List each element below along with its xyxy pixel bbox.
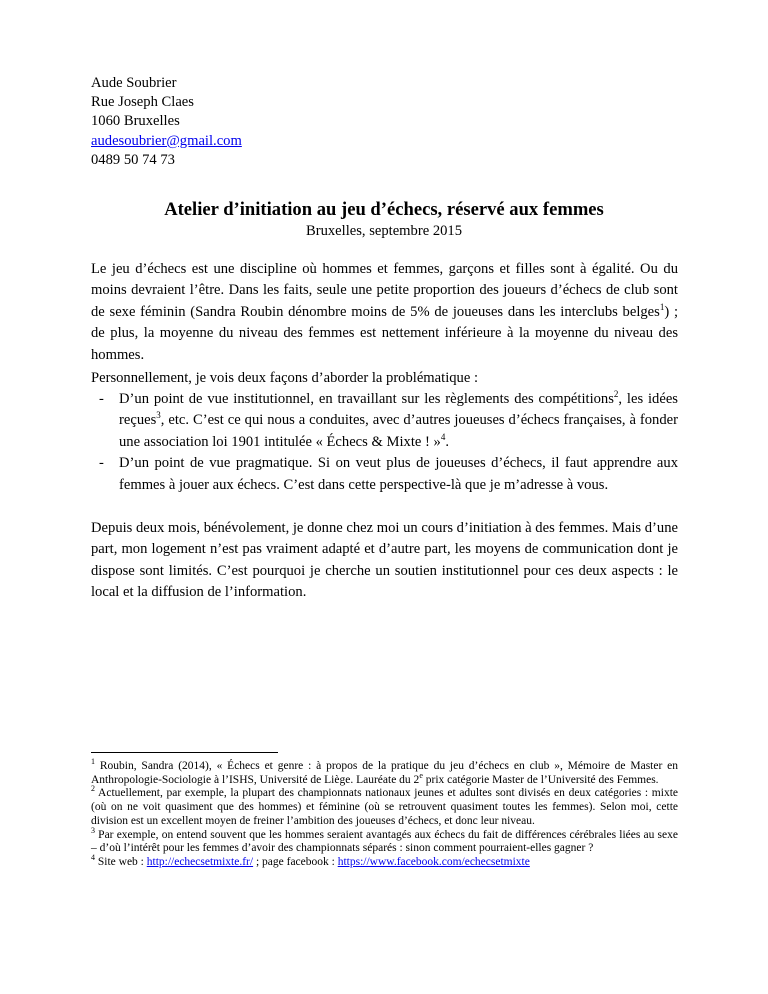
footnote-1 xyxy=(91,757,678,787)
paragraph-approaches-intro: Personnellement, je vois deux façons d’aborder la problématique : xyxy=(91,370,479,386)
footnote-ref-4: 4 xyxy=(440,431,446,442)
list-item-2-text: D’un point de vue pragmatique. Si on veut plus de joueuses d’échecs, il faut apprendre aux femmes à jouer aux échecs. C’est dans cette perspective-là que je m’adresse à vous. xyxy=(119,455,678,493)
footnote-2 xyxy=(91,784,678,828)
footnote-1-text-a: Roubin, Sandra (2014), « Échecs et genre : à propos de la pratique du jeu d’échecs en club », Mémoire de Master en Anthropologie-Sociologie à l’ISHS, Université de Liège. Lauréate du 2 xyxy=(91,760,678,786)
sender-street: Rue Joseph Claes xyxy=(91,94,194,111)
footnote-1-text-b: prix catégorie Master de l’Université des Femmes. xyxy=(422,773,659,786)
list-item-1-text-c: , etc. C’est ce qui nous a conduites, avec d’autres joueuses d’échecs françaises, à fonder une association loi 1901 intitulée « Échecs & Mixte ! » xyxy=(119,412,678,450)
footnote-ref-3: 3 xyxy=(156,410,161,421)
footnote-1-superscript: e xyxy=(419,770,423,780)
footnote-4 xyxy=(91,853,678,870)
approaches-list xyxy=(91,389,678,496)
footnote-number: 4 xyxy=(91,853,95,863)
website-link[interactable]: http://echecsetmixte.fr/ xyxy=(146,855,254,868)
list-dash: - xyxy=(99,391,104,407)
footnote-number: 2 xyxy=(91,784,95,794)
sender-name: Aude Soubrier xyxy=(91,75,177,91)
paragraph-request: Depuis deux mois, bénévolement, je donne chez moi un cours d’initiation à des femmes. Mais d’une part, mon logement n’est pas vraiment adapté et d’autre part, les moyens de communication dont je dispose sont limités. C’est pourquoi je cherche un soutien institutionnel pour ces deux aspects : le local et la diffusion de l’information. xyxy=(91,520,678,601)
paragraph-intro xyxy=(91,259,678,366)
footnote-3-text: Par exemple, on entend souvent que les hommes seraient avantagés aux échecs du fait de différences cérébrales liées au sexe – d’où l’intérêt pour les femmes d’avoir des championnats séparés : sinon comment pourraient-elles gagner ? xyxy=(91,828,678,855)
footnote-ref-1: 1 xyxy=(659,301,665,312)
footnote-number: 1 xyxy=(91,757,95,767)
footnote-ref-2: 2 xyxy=(613,389,619,400)
sender-email-link[interactable]: audesoubrier@gmail.com xyxy=(91,132,242,149)
facebook-link[interactable]: https://www.facebook.com/echecsetmixte xyxy=(337,855,530,868)
document-subtitle: Bruxelles, septembre 2015 xyxy=(305,223,463,239)
footnote-number: 3 xyxy=(91,825,95,835)
sender-block xyxy=(91,74,242,170)
sender-city: 1060 Bruxelles xyxy=(91,113,180,130)
footnotes xyxy=(91,757,678,870)
document-title: Atelier d’initiation au jeu d’échecs, réservé aux femmes xyxy=(164,199,604,220)
list-item-1-text-a: D’un point de vue institutionnel, en travaillant sur les règlements des compétitions xyxy=(119,391,614,407)
list-item-1-text-d: . xyxy=(445,433,449,450)
footnote-4-text-a: Site web : xyxy=(95,855,147,868)
sender-phone: 0489 50 74 73 xyxy=(91,151,175,168)
list-dash: - xyxy=(99,455,104,472)
footnote-4-text-b: ; page facebook : xyxy=(253,855,338,868)
footnote-3 xyxy=(91,825,678,856)
list-item-1-text-b: , les idées reçues xyxy=(119,391,678,429)
footnote-2-text: Actuellement, par exemple, la plupart des championnats nationaux jeunes et adultes sont divisés en deux catégories : mixte (où on ne voit quasiment que des hommes) et féminine (où se retrouvent quasiment toutes les femmes). Selon moi, cette division est un excellent moyen de freiner l’ambition des joueuses d’échecs, et donc leur niveau. xyxy=(91,787,678,827)
list-item xyxy=(91,389,678,453)
list-item xyxy=(91,453,678,496)
footnote-separator xyxy=(91,752,278,753)
paragraph-intro-text-b: ) ; de plus, la moyenne du niveau des femmes est nettement inférieure à la moyenne du niveau des hommes. xyxy=(91,303,678,363)
paragraph-intro-text-a: Le jeu d’échecs est une discipline où hommes et femmes, garçons et filles sont à égalité. Ou du moins devraient l’être. Dans les faits, seule une petite proportion des joueurs d’échecs de club sont de sexe féminin (Sandra Roubin dénombre moins de 5% de joueuses dans les interclubs belges xyxy=(91,261,678,320)
